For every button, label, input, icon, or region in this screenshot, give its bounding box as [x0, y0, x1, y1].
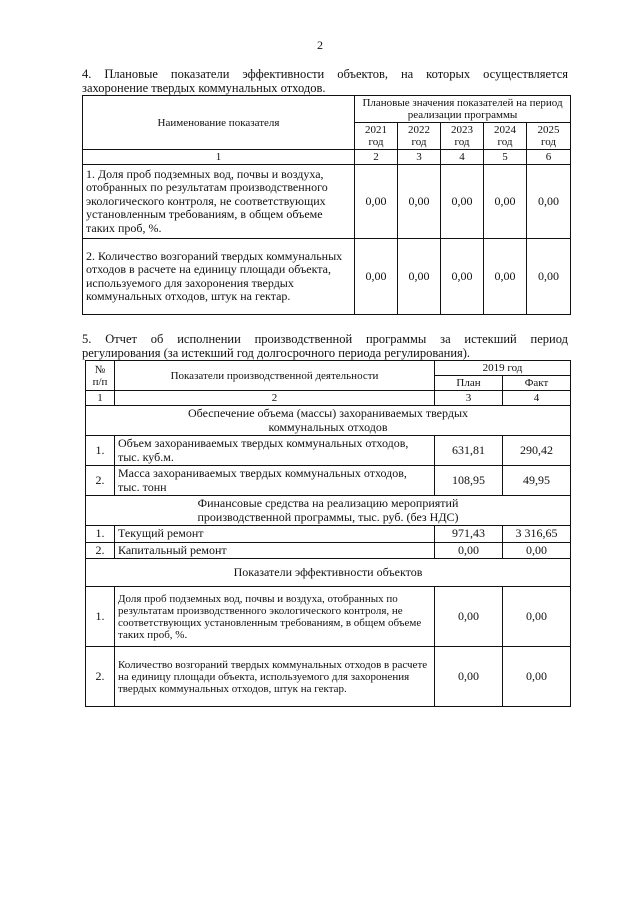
indicator-name: Доля проб подземных вод, почвы и воздуха, отобранных по результатам производственного экологического контроля, не соответствующих установленным требованиям, в общем объеме таких проб, %. [115, 587, 435, 647]
group-title: Показатели эффективности объектов [86, 559, 571, 587]
fact-value: 0,00 [503, 647, 571, 707]
table-row [83, 239, 571, 315]
table-row [83, 165, 571, 239]
section-5-title-line2: регулирования (за истекший год долгосрочного периода регулирования). [82, 346, 471, 360]
col-number: 3 [398, 150, 441, 165]
group-title: Финансовые средства на реализацию мероприятий производственной программы, тыс. руб. (без НДС) [86, 496, 571, 526]
indicator-name: Текущий ремонт [115, 526, 435, 543]
indicator-value: 0,00 [527, 165, 571, 239]
indicator-value: 0,00 [355, 239, 398, 315]
program-report-table [85, 360, 571, 707]
row-number: 2. [86, 647, 115, 707]
col-number: 4 [503, 391, 571, 406]
col-header-plan: План [435, 376, 503, 391]
col-number: 6 [527, 150, 571, 165]
fact-value: 49,95 [503, 466, 571, 496]
col-number: 2 [355, 150, 398, 165]
fact-value: 3 316,65 [503, 526, 571, 543]
indicator-value: 0,00 [398, 239, 441, 315]
year-header: 2022 год [398, 123, 441, 150]
section-5-title-line1: 5. Отчет об исполнении производственной программы за истекший период [82, 332, 568, 346]
indicator-name: Капитальный ремонт [115, 542, 435, 559]
indicator-name: Объем захораниваемых твердых коммунальных отходов, тыс. куб.м. [115, 436, 435, 466]
col-header-indicator-name: Наименование показателя [83, 96, 355, 150]
col-number: 4 [441, 150, 484, 165]
section-4-title-line2: захоронение твердых коммунальных отходов. [82, 81, 326, 95]
col-number: 5 [484, 150, 527, 165]
table-row [86, 526, 571, 543]
col-number: 2 [115, 391, 435, 406]
col-number: 1 [83, 150, 355, 165]
plan-value: 631,81 [435, 436, 503, 466]
indicator-value: 0,00 [398, 165, 441, 239]
indicator-value: 0,00 [527, 239, 571, 315]
col-number: 3 [435, 391, 503, 406]
fact-value: 0,00 [503, 542, 571, 559]
indicator-value: 0,00 [441, 165, 484, 239]
indicator-value: 0,00 [484, 165, 527, 239]
year-header: 2024 год [484, 123, 527, 150]
col-header-plan-values: Плановые значения показателей на период реализации программы [355, 96, 571, 123]
row-number: 1. [86, 587, 115, 647]
row-number: 2. [86, 542, 115, 559]
indicator-value: 0,00 [355, 165, 398, 239]
indicator-name: 2. Количество возгораний твердых коммунальных отходов в расчете на единицу площади объекта, используемого для захоронения твердых коммунальных отходов, штук на гектар. [83, 239, 355, 315]
plan-value: 0,00 [435, 587, 503, 647]
plan-value: 971,43 [435, 526, 503, 543]
table-row [86, 587, 571, 647]
group-title: Обеспечение объема (массы) захораниваемых твердых коммунальных отходов [86, 406, 571, 436]
section-5-title [82, 332, 568, 360]
fact-value: 290,42 [503, 436, 571, 466]
row-number: 1. [86, 526, 115, 543]
indicator-name: 1. Доля проб подземных вод, почвы и воздуха, отобранных по результатам производственного экологического контроля, не соответствующих установленным требованиям, в общем объеме таких проб, %. [83, 165, 355, 239]
section-4-title [82, 67, 568, 95]
col-header-indicators: Показатели производственной деятельности [115, 361, 435, 391]
row-number: 2. [86, 466, 115, 496]
indicator-name: Масса захораниваемых твердых коммунальных отходов, тыс. тонн [115, 466, 435, 496]
indicator-name: Количество возгораний твердых коммунальных отходов в расчете на единицу площади объекта, используемого для захоронения твердых коммунальных отходов, штук на гектар. [115, 647, 435, 707]
section-4-title-line1: 4. Плановые показатели эффективности объектов, на которых осуществляется [82, 67, 568, 81]
col-header-fact: Факт [503, 376, 571, 391]
year-header: 2021 год [355, 123, 398, 150]
plan-value: 0,00 [435, 542, 503, 559]
table-row [86, 436, 571, 466]
table-row [86, 542, 571, 559]
col-header-year: 2019 год [435, 361, 571, 376]
plan-value: 108,95 [435, 466, 503, 496]
year-header: 2025 год [527, 123, 571, 150]
indicator-value: 0,00 [441, 239, 484, 315]
plan-value: 0,00 [435, 647, 503, 707]
col-header-number: № п/п [86, 361, 115, 391]
table-row [86, 647, 571, 707]
row-number: 1. [86, 436, 115, 466]
table-row [86, 466, 571, 496]
indicator-value: 0,00 [484, 239, 527, 315]
page-number: 2 [317, 38, 323, 52]
planned-indicators-table [82, 95, 571, 315]
year-header: 2023 год [441, 123, 484, 150]
fact-value: 0,00 [503, 587, 571, 647]
col-number: 1 [86, 391, 115, 406]
